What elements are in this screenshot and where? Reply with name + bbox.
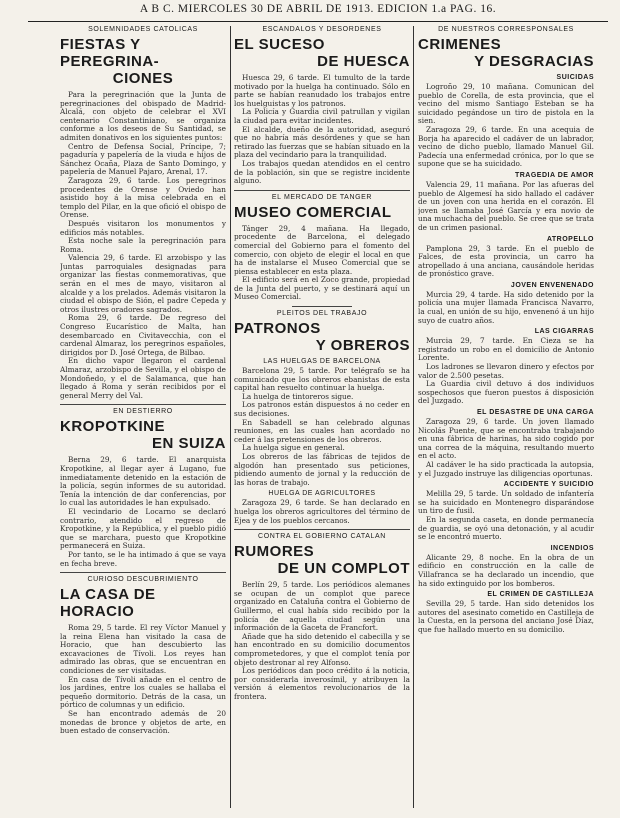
- headline-patronos: PATRONOS Y OBREROS: [234, 320, 410, 355]
- paragraph: Después visitaron los monumentos y edificios más notables.: [60, 218, 226, 237]
- paragraph: En Sabadell se han celebrado algunas reuniones, en las cuales han acordado no ceder á las pretensiones de los obreros.: [234, 417, 410, 444]
- paragraph: En casa de Tívoli añade en el centro de los jardines, entre los cuales se hallaba el pequeño dormitorio. Detrás de la casa, un pórtico de columnas y un edificio.: [60, 674, 226, 710]
- paragraph: Murcia 29, 7 tarde. En Cieza se ha registrado un robo en el domicilio de Antonio Lorente.: [418, 336, 594, 363]
- paragraph: La Policía y Guardia civil patrullan y vigilan la ciudad para evitar incidentes.: [234, 107, 410, 125]
- section-label: EN DESTIERRO: [113, 408, 173, 416]
- section-label: SOLEMNIDADES CATOLICAS: [88, 26, 198, 33]
- paragraph: Los trabajos quedan atendidos en el centro de la población, sin que se registre incidente alguno.: [234, 158, 410, 186]
- paragraph: El edificio será en el Zoco grande, propiedad de la Junta del puerto, y se destinará aquí un Museo Comercial.: [234, 275, 410, 302]
- paragraph: Añade que ha sido detenido el cabecilla y se han encontrado en su domicilio documentos comprometedores, y que el complot tenía por objeto destronar al rey Alfonso.: [234, 631, 410, 667]
- paragraph: Al cadáver le ha sido practicada la autopsia, y el Juzgado instruye las diligencias oportunas.: [418, 459, 594, 478]
- subheading: EL DESASTRE DE UNA CARGA: [476, 409, 594, 416]
- subheading: TRAGEDIA DE AMOR: [514, 171, 594, 179]
- paragraph: Se han encontrado además de 20 monedas de bronce y objetos de arte, en buen estado de conservación.: [60, 709, 226, 736]
- paragraph: Berlín 29, 5 tarde. Los periódicos alemanes se ocupan de un complot que parece organizado en Cataluña contra el Gobierno de Guillermo, el cual había sido recibido por la policía de aquella ciudad según una información de la Gaceta de Francfort.: [234, 580, 410, 633]
- headline-fiestas: FIESTAS Y PEREGRINA- CIONES: [60, 36, 174, 87]
- header-rule: [28, 21, 608, 22]
- subheading: HUELGA DE AGRICULTORES: [268, 490, 376, 498]
- paragraph: El vecindario de Locarno se declaró contrario, atendido el regreso de Kropotkine, y la República, y el pueblo pidió que se marchara, puesto que Kropotkine permanecerá en Suiza.: [60, 506, 226, 551]
- paragraph: El alcalde, dueño de la autoridad, aseguró que no habría más desórdenes y que se han retirado las fuerzas que se habían situado en la plaza del vecindario para la tranquilidad.: [234, 124, 410, 160]
- paragraph: Pamplona 29, 3 tarde. En el pueblo de Falces, de esta provincia, un carro ha atropellado á una anciana, causándole heridas de pronóstico grave.: [418, 243, 594, 279]
- paragraph: La huelga sigue en general.: [242, 443, 345, 453]
- paragraph: Zaragoza 29, 6 tarde. En una acequia de Borja ha aparecido el cadáver de un labrador, vecino de dicho pueblo, llamado Manuel Gil. Padecía una enfermedad crónica, por lo que se supone que se ha suicidado.: [418, 124, 594, 169]
- paragraph: Valencia 29, 11 mañana. Por las afueras del pueblo de Algemesí ha sido hallado el cadáver de un joven con una herida en el corazón. El joven se llamaba José García y era novio de una muchacha del pueblo. Se cree que se trata de un crimen pasional.: [418, 179, 594, 232]
- column-left: [60, 26, 226, 810]
- paragraph: Zaragoza 29, 6 tarde. Se han declarado en huelga los obreros agricultores del término de Ejea y de los pueblos cercanos.: [234, 498, 410, 525]
- paragraph: Tánger 29, 4 mañana. Ha llegado, procedente de Barcelona, el delegado comercial del Gobierno para el fomento del comercio, con objeto de elegir el local en que ha de instalarse el Museo Comercial que se piensa establecer en esta plaza.: [234, 223, 410, 276]
- paragraph: Zaragoza 29, 6 tarde. Un joven llamado Nicolás Puente, que se encontraba trabajando en una fábrica de harinas, ha sido cogido por una correa de la máquina, resultando muerto en el acto.: [418, 417, 594, 461]
- paragraph: Valencia 29, 6 tarde. El arzobispo y las Juntas parroquiales designadas para organizar las fiestas conmemorativas, que serán en el mes de mayo, visitaron al alcalde y a los prelados. Además visitaron la ciudad el obispo de Sión, el padre Cepeda y otros ilustres oradores sagrados.: [60, 253, 226, 314]
- headline-complot: RUMORES DE UN COMPLOT: [234, 543, 410, 578]
- paragraph: Los patronos están dispuestos á no ceder en sus decisiones.: [234, 400, 410, 419]
- divider: [60, 404, 226, 405]
- headline-horacio: LA CASA DE HORACIO: [60, 586, 156, 621]
- paragraph: Roma 29, 5 tarde. El rey Víctor Manuel y la reina Elena han visitado la casa de Horacio, que han descubierto las excavaciones de Tívoli. Los reyes han admirado las obras, que se encuentran en condiciones de ser visitadas.: [60, 623, 226, 676]
- paragraph: La huelga de tintoreros sigue.: [242, 391, 354, 401]
- paragraph: La Guardia civil detuvo á dos individuos sospechosos que fueron puestos á disposición del Juzgado.: [418, 379, 594, 406]
- column-right: [418, 26, 594, 810]
- paragraph: Esta noche sale la peregrinación para Roma.: [60, 236, 226, 254]
- paragraph: Melilla 29, 5 tarde. Un soldado de infantería se ha suicidado en Montenegro disparándose un tiro de fusil.: [418, 489, 594, 516]
- section-label: CURIOSO DESCUBRIMIENTO: [87, 576, 199, 584]
- paragraph: En dicho vapor llegaron el cardenal Almaraz, arzobispo de Sevilla, y el obispo de Mondoñedo, y el de Salamanca, que han llegado á Roma y serán recibidos por el general Merry del Val.: [60, 356, 226, 400]
- paragraph: Por tanto, se le ha intimado á que se vaya en fecha breve.: [60, 549, 226, 568]
- paragraph: Los periódicos dan poco crédito á la noticia, por considerarla inverosímil, y atribuyen la versión á elementos revolucionarios de la frontera.: [234, 666, 410, 701]
- section-label: DE NUESTROS CORRESPONSALES: [438, 26, 574, 33]
- section-label: CONTRA EL GOBIERNO CATALAN: [258, 533, 386, 541]
- section-label: PLEITOS DEL TRABAJO: [276, 310, 368, 318]
- subheading: INCENDIOS: [550, 544, 594, 552]
- section-label: ESCANDALOS Y DESORDENES: [262, 26, 382, 33]
- subheading: EL CRIMEN DE CASTILLEJA: [487, 591, 594, 599]
- paragraph: Alicante 29, 8 noche. En la obra de un edificio en construcción en la calle de Villafranca se ha declarado un incendio, que ha sido extinguido por los bomberos.: [418, 552, 594, 588]
- subheading: JOVEN ENVENENADO: [510, 281, 594, 289]
- paragraph: Barcelona 29, 5 tarde. Por telégrafo se ha comunicado que los obreros ebanistas de esta capital han resuelto continuar la huelga.: [234, 366, 410, 393]
- headline-kropotkine: KROPOTKINE EN SUIZA: [60, 418, 226, 453]
- divider: [60, 572, 226, 573]
- subheading: LAS CIGARRAS: [534, 328, 594, 336]
- column-divider: [413, 26, 414, 808]
- paragraph: Roma 29, 6 tarde. De regreso del Congreso Eucarístico de Malta, han desembarcado en Civitavecchia, con el cardenal Almaraz, los peregrinos españoles, dirigidos por D. José Ortega, de Bilbao.: [60, 313, 226, 357]
- paragraph: Huesca 29, 6 tarde. El tumulto de la tarde motivado por la huelga ha continuado. Sólo en parte se habían reanudado los trabajos entre los huelguistas y los patronos.: [234, 73, 410, 108]
- subheading: SUICIDAS: [556, 74, 594, 81]
- page-header: A B C. MIERCOLES 30 DE ABRIL DE 1913. EDICION 1.a PAG. 16.: [139, 3, 497, 15]
- paragraph: Centro de Defensa Social, Príncipe, 7; pagaduría y papelería de la viuda e hijos de Sánchez Ocaña, Plaza de Santo Domingo, y papelería de Manuel Pajaro, Arenal, 17.: [60, 141, 226, 177]
- paragraph: Sevilla 29, 5 tarde. Han sido detenidos los autores del asesinato cometido en Castilleja de la Cuesta, en la persona del anciano José Díaz, que fue hallado muerto en su domicilio.: [418, 599, 594, 634]
- divider: [234, 529, 410, 530]
- divider: [292, 306, 352, 307]
- paragraph: Los obreros de las fábricas de tejidos de algodón han presentado sus peticiones, pidiendo aumento de jornal y la reducción de las horas de trabajo.: [234, 452, 410, 487]
- section-label: EL MERCADO DE TANGER: [271, 193, 373, 201]
- headline-museo: MUSEO COMERCIAL: [234, 203, 392, 221]
- subheading: ACCIDENTE Y SUICIDIO: [503, 481, 594, 489]
- paragraph: Berna 29, 6 tarde. El anarquista Kropotkine, al llegar ayer á Lugano, fue inmediatamente detenido en la estación de la policía, según informes de su autoridad. Tenía la intención de dar conferencias, por lo cual las autoridades le han expulsado.: [60, 455, 226, 508]
- headline-huesca: EL SUCESO DE HUESCA: [234, 36, 410, 70]
- paragraph: Zaragoza 29, 6 tarde. Los peregrinos procedentes de Orense y Oviedo han asistido hoy á la misa celebrada en el templo del Pilar, en la que ofició el obispo de Orense.: [60, 175, 226, 220]
- subheading: ATROPELLO: [546, 235, 594, 243]
- column-middle: [234, 26, 410, 810]
- paragraph: Para la peregrinación que la Junta de peregrinaciones del obispado de Madrid-Alcalá, con objeto de celebrar el XVI centenario Constantiniano, se organiza conforme a los deseos de Su Santidad, se admiten donativos en los siguientes puntos:: [60, 90, 226, 142]
- headline-crimenes: CRIMENES Y DESGRACIAS: [418, 36, 594, 70]
- paragraph: Murcia 29, 4 tarde. Ha sido detenido por la policía una mujer llamada Francisca Navarro, la cual, en unión de su hijo, envenenó á un hijo suyo de cuatro años.: [418, 289, 594, 325]
- subheading: LAS HUELGAS DE BARCELONA: [263, 358, 381, 366]
- column-divider: [230, 26, 231, 808]
- divider: [234, 190, 410, 191]
- paragraph: Los ladrones se llevaron dinero y efectos por valor de 2.500 pesetas.: [418, 362, 594, 380]
- paragraph: En la segunda caseta, en donde permanecía de guardia, se oyó una detonación, y al acudir se le encontró muerto.: [418, 514, 594, 542]
- paragraph: Logroño 29, 10 mañana. Comunican del pueblo de Corella, de esta provincia, que el vecino del mismo Santiago Esteban se ha suicidado pegándose un tiro de pistola en la sien.: [418, 82, 594, 126]
